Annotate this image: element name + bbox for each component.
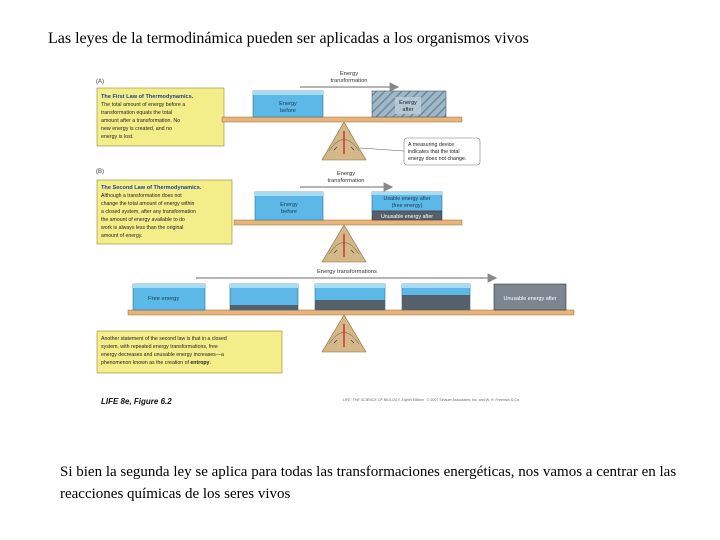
first-law-line: new energy is created, and no bbox=[101, 126, 172, 132]
first-law-box bbox=[97, 88, 224, 146]
before-label-a: Energy bbox=[279, 101, 297, 107]
first-law-title: The First Law of Thermodynamics. bbox=[101, 94, 194, 100]
figure-credit: LIFE 8e, Figure 6.2 bbox=[101, 397, 172, 406]
book-credit-title: LIFE: THE SCIENCE OF BIOLOGY, Eighth Edition bbox=[343, 398, 424, 402]
second-law-title: The Second Law of Thermodynamics. bbox=[101, 185, 202, 191]
second-law-box bbox=[97, 180, 232, 244]
fulcrum-c bbox=[322, 315, 366, 352]
entropy-note-line: Another statement of the second law is that in a closed bbox=[101, 336, 227, 342]
slide-title: Las leyes de la termodinámica pueden ser aplicadas a los organismos vivos bbox=[48, 30, 529, 47]
balance-beam-a bbox=[222, 117, 462, 122]
entropy-note-line: system, with repeated energy transformations, free bbox=[101, 344, 218, 350]
unusable-label-b: Unusable energy after bbox=[380, 214, 434, 220]
panel-b-letter: (B) bbox=[96, 169, 104, 175]
measuring-device-note bbox=[404, 138, 480, 165]
intermediate-block-1 bbox=[230, 284, 298, 310]
arrow-label-c: Energy transformations bbox=[317, 269, 377, 275]
panel-a bbox=[96, 71, 480, 165]
book-credit-rest: © 2007 Sinauer Associates, Inc. and W. H. Freeman & Co. bbox=[426, 398, 520, 402]
second-law-line: work is always less than the original bbox=[101, 225, 184, 231]
fulcrum-b bbox=[322, 225, 366, 262]
usable-label: (free energy) bbox=[391, 203, 423, 209]
after-label-a: Energy bbox=[399, 100, 417, 106]
first-law-line: The total amount of energy before a bbox=[101, 102, 186, 108]
balance-beam-b bbox=[234, 220, 462, 225]
entropy-note-end: . bbox=[209, 360, 211, 366]
after-label-a: after bbox=[402, 107, 414, 113]
unusable-energy-block-c bbox=[494, 284, 566, 310]
energy-after-block-a bbox=[372, 91, 446, 117]
second-law-line: a closed system, after any transformation bbox=[101, 209, 196, 215]
arrow-label-a-line1: Energy bbox=[339, 71, 359, 77]
energy-before-block-b bbox=[255, 192, 323, 220]
panel-a-letter: (A) bbox=[96, 79, 104, 85]
usable-label: Usable energy after bbox=[383, 196, 431, 202]
entropy-note-line bbox=[101, 360, 211, 366]
callout-line-a bbox=[360, 148, 404, 151]
device-note-line: energy does not change. bbox=[408, 156, 467, 162]
arrow-label-b-line1: Energy bbox=[336, 171, 356, 177]
arrow-label-b-line2: transformation bbox=[327, 178, 365, 184]
unusable-label-c: Unusable energy after bbox=[503, 296, 557, 302]
second-law-line: amount of energy. bbox=[101, 233, 143, 239]
entropy-note-text: phenomenon known as the creation of bbox=[101, 360, 191, 366]
usable-energy-block bbox=[372, 192, 442, 211]
free-energy-label: Free energy bbox=[148, 296, 180, 302]
free-energy-block bbox=[133, 284, 205, 310]
first-law-line: transformation equals the total bbox=[101, 110, 173, 116]
device-note-line: indicates that the total bbox=[408, 149, 460, 155]
entropy-note-line: energy decreases and unusable energy increases—a bbox=[101, 352, 224, 358]
second-law-line: change the total amount of energy within bbox=[101, 201, 195, 207]
first-law-line: amount after a transformation. No bbox=[101, 118, 181, 124]
fulcrum-a bbox=[322, 122, 366, 160]
intermediate-block-3 bbox=[402, 284, 470, 310]
before-label-b: before bbox=[281, 209, 297, 215]
before-label-a: before bbox=[280, 108, 296, 114]
before-label-b: Energy bbox=[280, 202, 298, 208]
book-credit bbox=[343, 398, 520, 402]
intermediate-block-2 bbox=[315, 284, 385, 310]
unusable-energy-block-b bbox=[372, 211, 442, 220]
panel-b bbox=[96, 169, 462, 262]
arrow-label-a-line2: transformation bbox=[330, 78, 368, 84]
entropy-note-box bbox=[97, 331, 282, 373]
slide-caption: Si bien la segunda ley se aplica para todas las transformaciones energéticas, nos vamos a centrar en las reacciones químicas de los seres vivos bbox=[60, 464, 677, 502]
second-law-line: the amount of energy available to do bbox=[101, 217, 185, 223]
first-law-line: energy is lost. bbox=[101, 134, 134, 140]
second-law-line: Although a transformation does not bbox=[101, 193, 182, 199]
panel-c bbox=[97, 269, 574, 373]
energy-before-block-a bbox=[253, 91, 323, 117]
device-note-line: A measuring device bbox=[408, 142, 455, 148]
balance-beam-c bbox=[128, 310, 574, 315]
entropy-term: entropy bbox=[190, 360, 210, 366]
